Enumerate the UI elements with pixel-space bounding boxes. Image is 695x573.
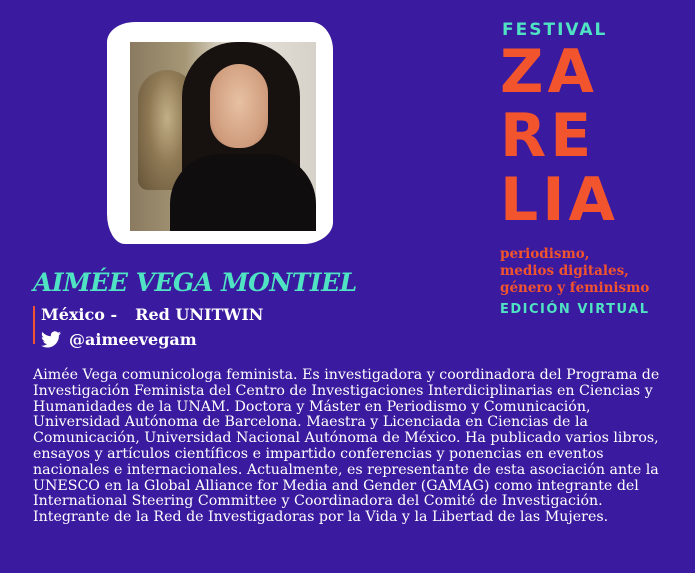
speaker-bio: Aimée Vega comunicologa feminista. Es investigadora y coordinadora del Programa de Investigación Feminista del Centro de Investigaciones Interdiciplinarias en Ciencias y Humanidades de la UNAM. Doctora y Máster en Periodismo y Comunicación, Universidad Autónoma de Barcelona. Maestra y Licenciada en Ciencias de la Comunicación, Universidad Nacional Autónoma de México. Ha publicado varios libros, ensayos y artículos científicos e impartido conferencias y ponencias en eventos nacionales e internacionales. Actualmente, es representante de esta asociación ante la UNESCO en la Global Alliance for Media and Gender (GAMAG) como integrante del International Steering Committee y Coordinadora del Comité de Investigación. Integrante de la Red de Investigadoras por la Vida y la Libertad de las Mujeres.: [33, 367, 660, 526]
logo-word-lia: LIA: [500, 165, 619, 235]
logo-tagline: [500, 246, 649, 297]
twitter-handle: @aimeevegam: [69, 329, 197, 349]
logo-tagline-line: género y feminismo: [500, 280, 650, 296]
logo-festival-label: FESTIVAL: [502, 20, 608, 40]
speaker-photo: [130, 42, 316, 231]
speaker-affiliation: [41, 305, 263, 324]
photo-face: [210, 64, 268, 148]
speaker-name: AIMÉE VEGA MONTIEL: [33, 268, 357, 297]
twitter-bird-icon: [41, 331, 61, 348]
logo-tagline-line: periodismo,: [500, 246, 590, 262]
logo-word-za: ZA: [500, 37, 598, 107]
photo-body: [170, 154, 316, 231]
speaker-network: Red UNITWIN: [135, 305, 264, 324]
logo-word-re: RE: [500, 101, 596, 171]
twitter-link[interactable]: [41, 329, 197, 349]
logo-tagline-line: medios digitales,: [500, 263, 629, 279]
logo-edition-label: EDICIÓN VIRTUAL: [500, 302, 650, 317]
info-divider: [33, 306, 35, 344]
speaker-country: México -: [41, 305, 118, 324]
